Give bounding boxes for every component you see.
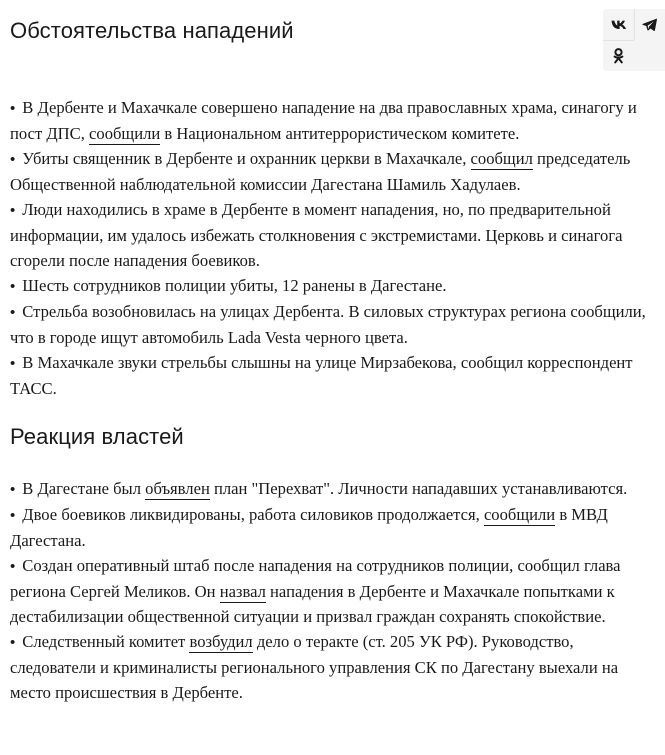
source-link[interactable]: назвал [219,582,266,601]
source-link[interactable]: сообщили [89,124,161,143]
list-item [10,299,660,350]
section-heading-reaction: Реакция властей [10,424,184,449]
source-link[interactable]: объявлен [145,479,210,498]
item-text: В Махачкале звуки стрельбы слышны на улице Мирзабекова, сообщил корреспондент ТАСС. [10,353,633,398]
item-text: нападения в Дербенте и Махачкале попытками к дестабилизации общественной ситуации и призвал граждан сохранять спокойствие. [10,582,615,626]
list-item [10,502,660,553]
reaction-list [10,476,660,705]
item-text: дело о теракте (ст. 205 УК РФ). Руководство, следователи и криминалисты регионального управления СК по Дагестану выехали на место происшествия в Дербенте. [10,632,619,702]
item-text: в МВД Дагестана. [10,505,608,550]
list-item [10,197,660,273]
bullet-marker: • [10,507,16,524]
vk-share-button[interactable] [603,9,634,40]
source-link[interactable]: сообщили [483,505,556,524]
bullet-marker: • [10,278,16,295]
bullet-marker: • [10,304,16,321]
section-heading-circumstances: Обстоятельства нападений [10,18,294,43]
item-text: Убиты священник в Дербенте и охранник церкви в Махачкале, [22,149,471,168]
telegram-share-button[interactable] [634,9,665,40]
bullet-marker: • [10,558,16,575]
bullet-marker: • [10,202,16,219]
bullet-marker: • [10,481,16,498]
list-item [10,476,660,502]
list-item [10,629,660,705]
item-text: Создан оперативный штаб после нападения на сотрудников полиции, сообщил глава региона Сергей Меликов. Он [10,556,621,601]
item-text: В Дербенте и Махачкале совершено нападение на два православных храма, синагогу и пост ДПС, [10,98,637,143]
item-text: Шесть сотрудников полиции убиты, 12 ранены в Дагестане. [22,276,447,295]
item-text: Двое боевиков ликвидированы, работа силовиков продолжается, [22,505,484,524]
item-text: председатель Общественной наблюдательной комиссии Дагестана Шамиль Хадулаев. [10,149,631,194]
item-text: план "Перехват". Личности нападавших устанавливаются. [209,479,628,498]
share-panel [603,9,665,71]
item-text: В Дагестане был [22,479,146,498]
bullet-marker: • [10,634,16,651]
list-item [10,553,660,629]
item-text: Стрельба возобновилась на улицах Дербента. В силовых структурах региона сообщили, что в городе ищут автомобиль Lada Vesta черного цвета. [10,302,646,347]
bullet-marker: • [10,355,16,372]
list-item [10,350,660,401]
telegram-icon [642,18,657,31]
item-text: Следственный комитет [22,632,190,651]
bullet-marker: • [10,151,16,168]
list-item [10,146,660,197]
list-item [10,273,660,299]
source-link[interactable]: возбудил [189,632,253,651]
circumstances-list [10,95,660,401]
item-text: Люди находились в храме в Дербенте в момент нападения, но, по предварительной информации, им удалось избежать столкновения с экстремистами. Церковь и синагога сгорели после нападения боевиков. [10,200,623,270]
source-link[interactable]: сообщил [470,149,533,168]
item-text: в Национальном антитеррористическом комитете. [160,124,520,143]
list-item [10,95,660,146]
odnoklassniki-share-button[interactable] [603,40,634,71]
odnoklassniki-icon [613,48,624,64]
vk-icon [611,20,627,30]
bullet-marker: • [10,100,16,117]
